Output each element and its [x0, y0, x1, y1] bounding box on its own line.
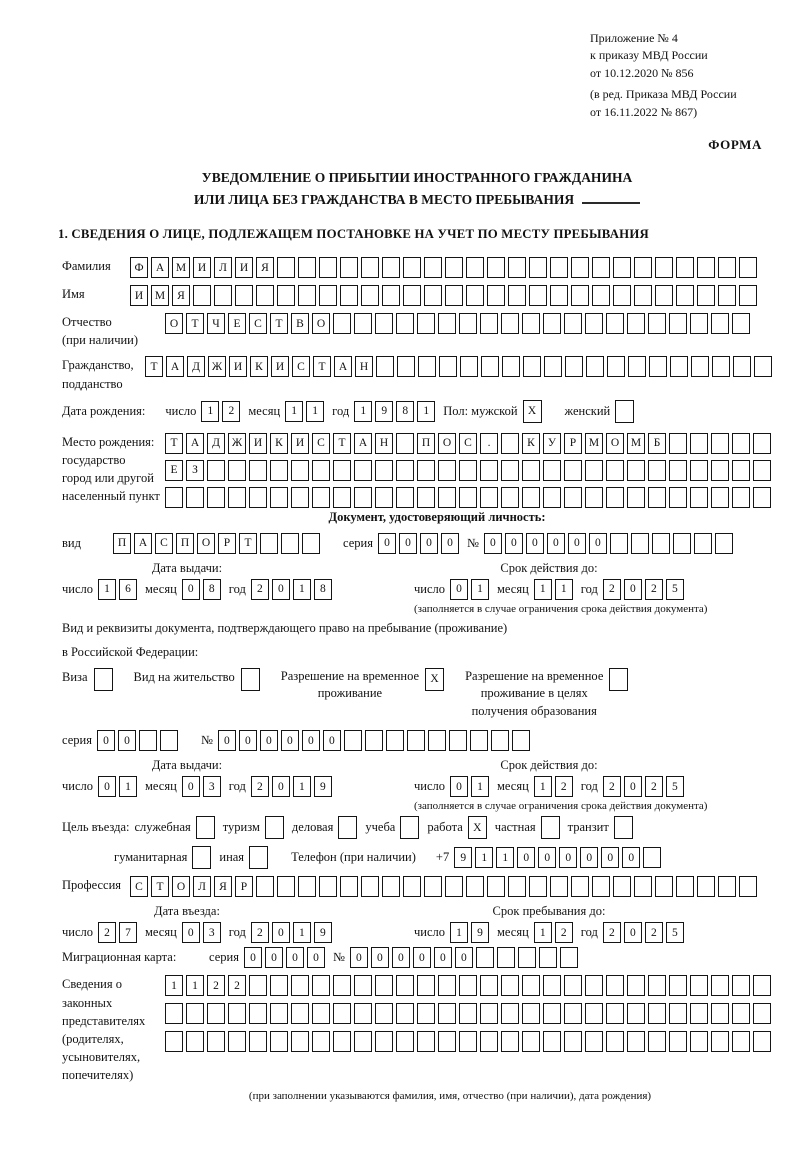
annex-line: к приказу МВД России: [590, 48, 708, 63]
representatives-row: [62, 975, 772, 1084]
patronymic-row: [62, 313, 772, 349]
surname-cells[interactable]: Ф А М И Л И Я: [130, 257, 760, 278]
purpose-humanitarian-label: гуманитарная: [114, 850, 188, 865]
purpose-tourism-checkbox[interactable]: [265, 816, 287, 839]
day-label: число: [62, 925, 94, 940]
annex-header: [590, 30, 772, 121]
purpose-work-label: работа: [427, 820, 463, 835]
year-label: год: [228, 925, 246, 940]
permit-issue-day-cells[interactable]: 0 1: [98, 776, 140, 797]
entry-stay-dates: [62, 904, 772, 943]
visa-checkbox[interactable]: [94, 668, 116, 691]
residence-doc-line2: в Российской Федерации:: [62, 644, 199, 659]
patronymic-cells[interactable]: О Т Ч Е С Т В О: [165, 313, 753, 334]
permit-series-row: [62, 730, 772, 751]
section1-heading: 1. СВЕДЕНИЯ О ЛИЦЕ, ПОДЛЕЖАЩЕМ ПОСТАНОВКЕ НА УЧЕТ ПО МЕСТУ ПРЕБЫВАНИЯ: [58, 227, 649, 242]
stay-day-cells[interactable]: 1 9: [450, 922, 492, 943]
title-line2: ИЛИ ЛИЦА БЕЗ ГРАЖДАНСТВА В МЕСТО ПРЕБЫВАНИЯ: [62, 189, 772, 211]
stay-until-heading: Срок пребывания до:: [492, 904, 606, 919]
birth-place-cells-row1[interactable]: Т А Д Ж И К И С Т А Н П О С . К У Р М О М Б: [165, 433, 774, 454]
doc-series-label: серия: [343, 535, 373, 550]
birth-place-cells-row2[interactable]: Е З: [165, 460, 774, 481]
purpose-official-label: служебная: [134, 820, 191, 835]
permit-valid-year-cells[interactable]: 2 0 2 5: [603, 776, 687, 797]
month-label: месяц: [145, 925, 177, 940]
sex-male-checkbox[interactable]: X: [523, 400, 545, 423]
purpose-humanitarian-checkbox[interactable]: [192, 846, 214, 869]
doc-series-cells[interactable]: 0 0 0 0: [378, 533, 462, 554]
month-label: месяц: [248, 403, 281, 418]
purpose-row1: [62, 816, 772, 839]
purpose-work-checkbox[interactable]: X: [468, 816, 490, 839]
purpose-transit-checkbox[interactable]: [614, 816, 636, 839]
given-name-label: Имя: [62, 287, 85, 302]
year-label: год: [580, 925, 598, 940]
doc-issue-heading: Дата выдачи:: [151, 560, 223, 575]
doc-type-label: вид: [62, 535, 81, 550]
permit-valid-month-cells[interactable]: 1 2: [534, 776, 576, 797]
temp-residence-label: Разрешение на временное проживание: [280, 668, 420, 701]
annex-amendment-line: (в ред. Приказа МВД России: [590, 87, 737, 102]
permit-number-label: №: [200, 733, 213, 748]
entry-year-cells[interactable]: 2 0 1 9: [251, 922, 335, 943]
migration-card-row: [62, 947, 772, 968]
identity-doc-heading: Документ, удостоверяющий личность:: [328, 509, 546, 524]
profession-label: Профессия: [62, 878, 122, 893]
sex-female-label: женский: [564, 403, 611, 418]
birth-place-cells-row3[interactable]: [165, 487, 774, 508]
temp-residence-checkbox[interactable]: X: [425, 668, 447, 691]
doc-valid-heading: Срок действия до:: [500, 560, 598, 575]
purpose-label: Цель въезда:: [62, 820, 130, 835]
doc-valid-day-cells[interactable]: 0 1: [450, 579, 492, 600]
purpose-study-checkbox[interactable]: [400, 816, 422, 839]
blank-underline: [582, 202, 640, 204]
mig-number-cells[interactable]: 0 0 0 0 0 0: [350, 947, 581, 968]
year-label: год: [228, 779, 246, 794]
visa-label: Виза: [62, 669, 88, 684]
doc-valid-month-cells[interactable]: 1 1: [534, 579, 576, 600]
profession-cells[interactable]: С Т О Л Я Р: [130, 876, 760, 897]
month-label: месяц: [497, 581, 529, 596]
surname-label: Фамилия: [62, 259, 111, 274]
surname-row: [62, 257, 772, 278]
month-label: месяц: [145, 779, 177, 794]
representatives-cells-row1[interactable]: 1 1 2 2: [165, 975, 774, 996]
birth-date-row: [62, 400, 772, 423]
purpose-official-checkbox[interactable]: [196, 816, 218, 839]
birth-day-cells[interactable]: 1 2: [201, 401, 243, 422]
doc-valid-year-cells[interactable]: 2 0 2 5: [603, 579, 687, 600]
phone-cells[interactable]: 9 1 1 0 0 0 0 0 0: [454, 847, 664, 868]
purpose-other-checkbox[interactable]: [249, 846, 271, 869]
annex-amendment-line: от 16.11.2022 № 867): [590, 104, 698, 119]
day-label: число: [414, 779, 446, 794]
phone-prefix: +7: [435, 850, 450, 865]
phone-label: Телефон (при наличии): [291, 850, 416, 865]
citizenship-row: [62, 356, 772, 392]
day-label: число: [414, 581, 446, 596]
doc-number-cells[interactable]: 0 0 0 0 0 0: [484, 533, 736, 554]
migration-card-label: Миграционная карта:: [62, 950, 177, 965]
permit-series-cells[interactable]: 0 0: [97, 730, 181, 751]
permit-issue-year-cells[interactable]: 2 0 1 9: [251, 776, 335, 797]
stay-month-cells[interactable]: 1 2: [534, 922, 576, 943]
mig-series-label: серия: [209, 950, 239, 965]
title-line1: УВЕДОМЛЕНИЕ О ПРИБЫТИИ ИНОСТРАННОГО ГРАЖДАНИНА: [201, 169, 633, 185]
birth-place-row: [62, 433, 772, 508]
profession-row: [62, 876, 772, 897]
day-label: число: [165, 403, 197, 418]
entry-day-cells[interactable]: 2 7: [98, 922, 140, 943]
entry-date-heading: Дата въезда:: [154, 904, 220, 919]
temp-residence-edu-label: Разрешение на временное проживание в целях получения образования: [465, 668, 604, 718]
mig-series-cells[interactable]: 0 0 0 0: [244, 947, 328, 968]
mig-number-label: №: [332, 950, 345, 965]
form-word: ФОРМА: [708, 136, 762, 152]
citizenship-label: Гражданство, подданство: [62, 358, 134, 391]
permit-issue-heading: Дата выдачи:: [151, 758, 223, 773]
residence-doc-line1: Вид и реквизиты документа, подтверждающего право на пребывание (проживание): [62, 620, 508, 635]
purpose-study-label: учеба: [365, 820, 396, 835]
permit-valid-day-cells[interactable]: 0 1: [450, 776, 492, 797]
permit-issue-month-cells[interactable]: 0 3: [182, 776, 224, 797]
purpose-transit-label: транзит: [567, 820, 609, 835]
purpose-other-label: иная: [219, 850, 245, 865]
permit-series-label: серия: [62, 733, 92, 748]
doc-dates: [62, 561, 772, 615]
representatives-cells-row2[interactable]: [165, 1003, 774, 1024]
month-label: месяц: [497, 925, 529, 940]
day-label: число: [62, 581, 94, 596]
month-label: месяц: [497, 779, 529, 794]
birth-month-cells[interactable]: 1 1: [285, 401, 327, 422]
purpose-business-checkbox[interactable]: [338, 816, 360, 839]
doc-type-row: [62, 533, 772, 554]
doc-issue-day-cells[interactable]: 1 6: [98, 579, 140, 600]
representatives-note: (при заполнении указываются фамилия, имя, отчество (при наличии), дата рождения): [248, 1090, 652, 1103]
birth-date-label: Дата рождения:: [62, 403, 146, 418]
purpose-business-label: деловая: [291, 820, 334, 835]
doc-issue-year-cells[interactable]: 2 0 1 8: [251, 579, 335, 600]
purpose-private-label: частная: [494, 820, 536, 835]
year-label: год: [228, 581, 246, 596]
annex-line: Приложение № 4: [590, 31, 678, 45]
temp-residence-edu-checkbox[interactable]: [609, 668, 631, 691]
day-label: число: [62, 779, 94, 794]
birth-place-label: Место рождения: государство город или другой населенный пункт: [62, 434, 160, 504]
citizenship-cells[interactable]: Т А Д Ж И К И С Т А Н: [145, 356, 775, 377]
month-label: месяц: [145, 581, 177, 596]
page-title: [62, 167, 772, 210]
year-label: год: [580, 779, 598, 794]
year-label: год: [332, 403, 350, 418]
doc-valid-note: (заполняется в случае ограничения срока действия документа): [414, 602, 708, 615]
doc-type-cells[interactable]: П А С П О Р Т: [113, 533, 323, 554]
doc-number-label: №: [466, 535, 479, 550]
birth-year-cells[interactable]: 1 9 8 1: [354, 401, 438, 422]
doc-issue-month-cells[interactable]: 0 8: [182, 579, 224, 600]
purpose-private-checkbox[interactable]: [541, 816, 563, 839]
annex-line: от 10.12.2020 № 856: [590, 65, 694, 80]
residence-permit-checkbox[interactable]: [241, 668, 263, 691]
permit-dates: [62, 758, 772, 812]
permit-number-cells[interactable]: 0 0 0 0 0 0: [218, 730, 533, 751]
residence-permit-label: Вид на жительство: [133, 669, 235, 684]
representatives-cells-row3[interactable]: [165, 1031, 774, 1052]
permit-valid-heading: Срок действия до:: [500, 758, 598, 773]
sex-male-label: Пол: мужской: [443, 403, 518, 418]
permit-valid-note: (заполняется в случае ограничения срока действия документа): [414, 800, 708, 813]
entry-month-cells[interactable]: 0 3: [182, 922, 224, 943]
residence-doc-checkboxes: [62, 668, 772, 721]
year-label: год: [580, 581, 598, 596]
day-label: число: [414, 925, 446, 940]
given-name-row: [62, 285, 772, 306]
representatives-label: Сведения о законных представителях (родителях, усыновителях, попечителях): [62, 977, 146, 1083]
sex-female-checkbox[interactable]: [615, 400, 637, 423]
given-name-cells[interactable]: И М Я: [130, 285, 760, 306]
purpose-tourism-label: туризм: [222, 820, 260, 835]
patronymic-label: Отчество (при наличии): [62, 315, 139, 348]
stay-year-cells[interactable]: 2 0 2 5: [603, 922, 687, 943]
purpose-row2: [114, 846, 772, 869]
